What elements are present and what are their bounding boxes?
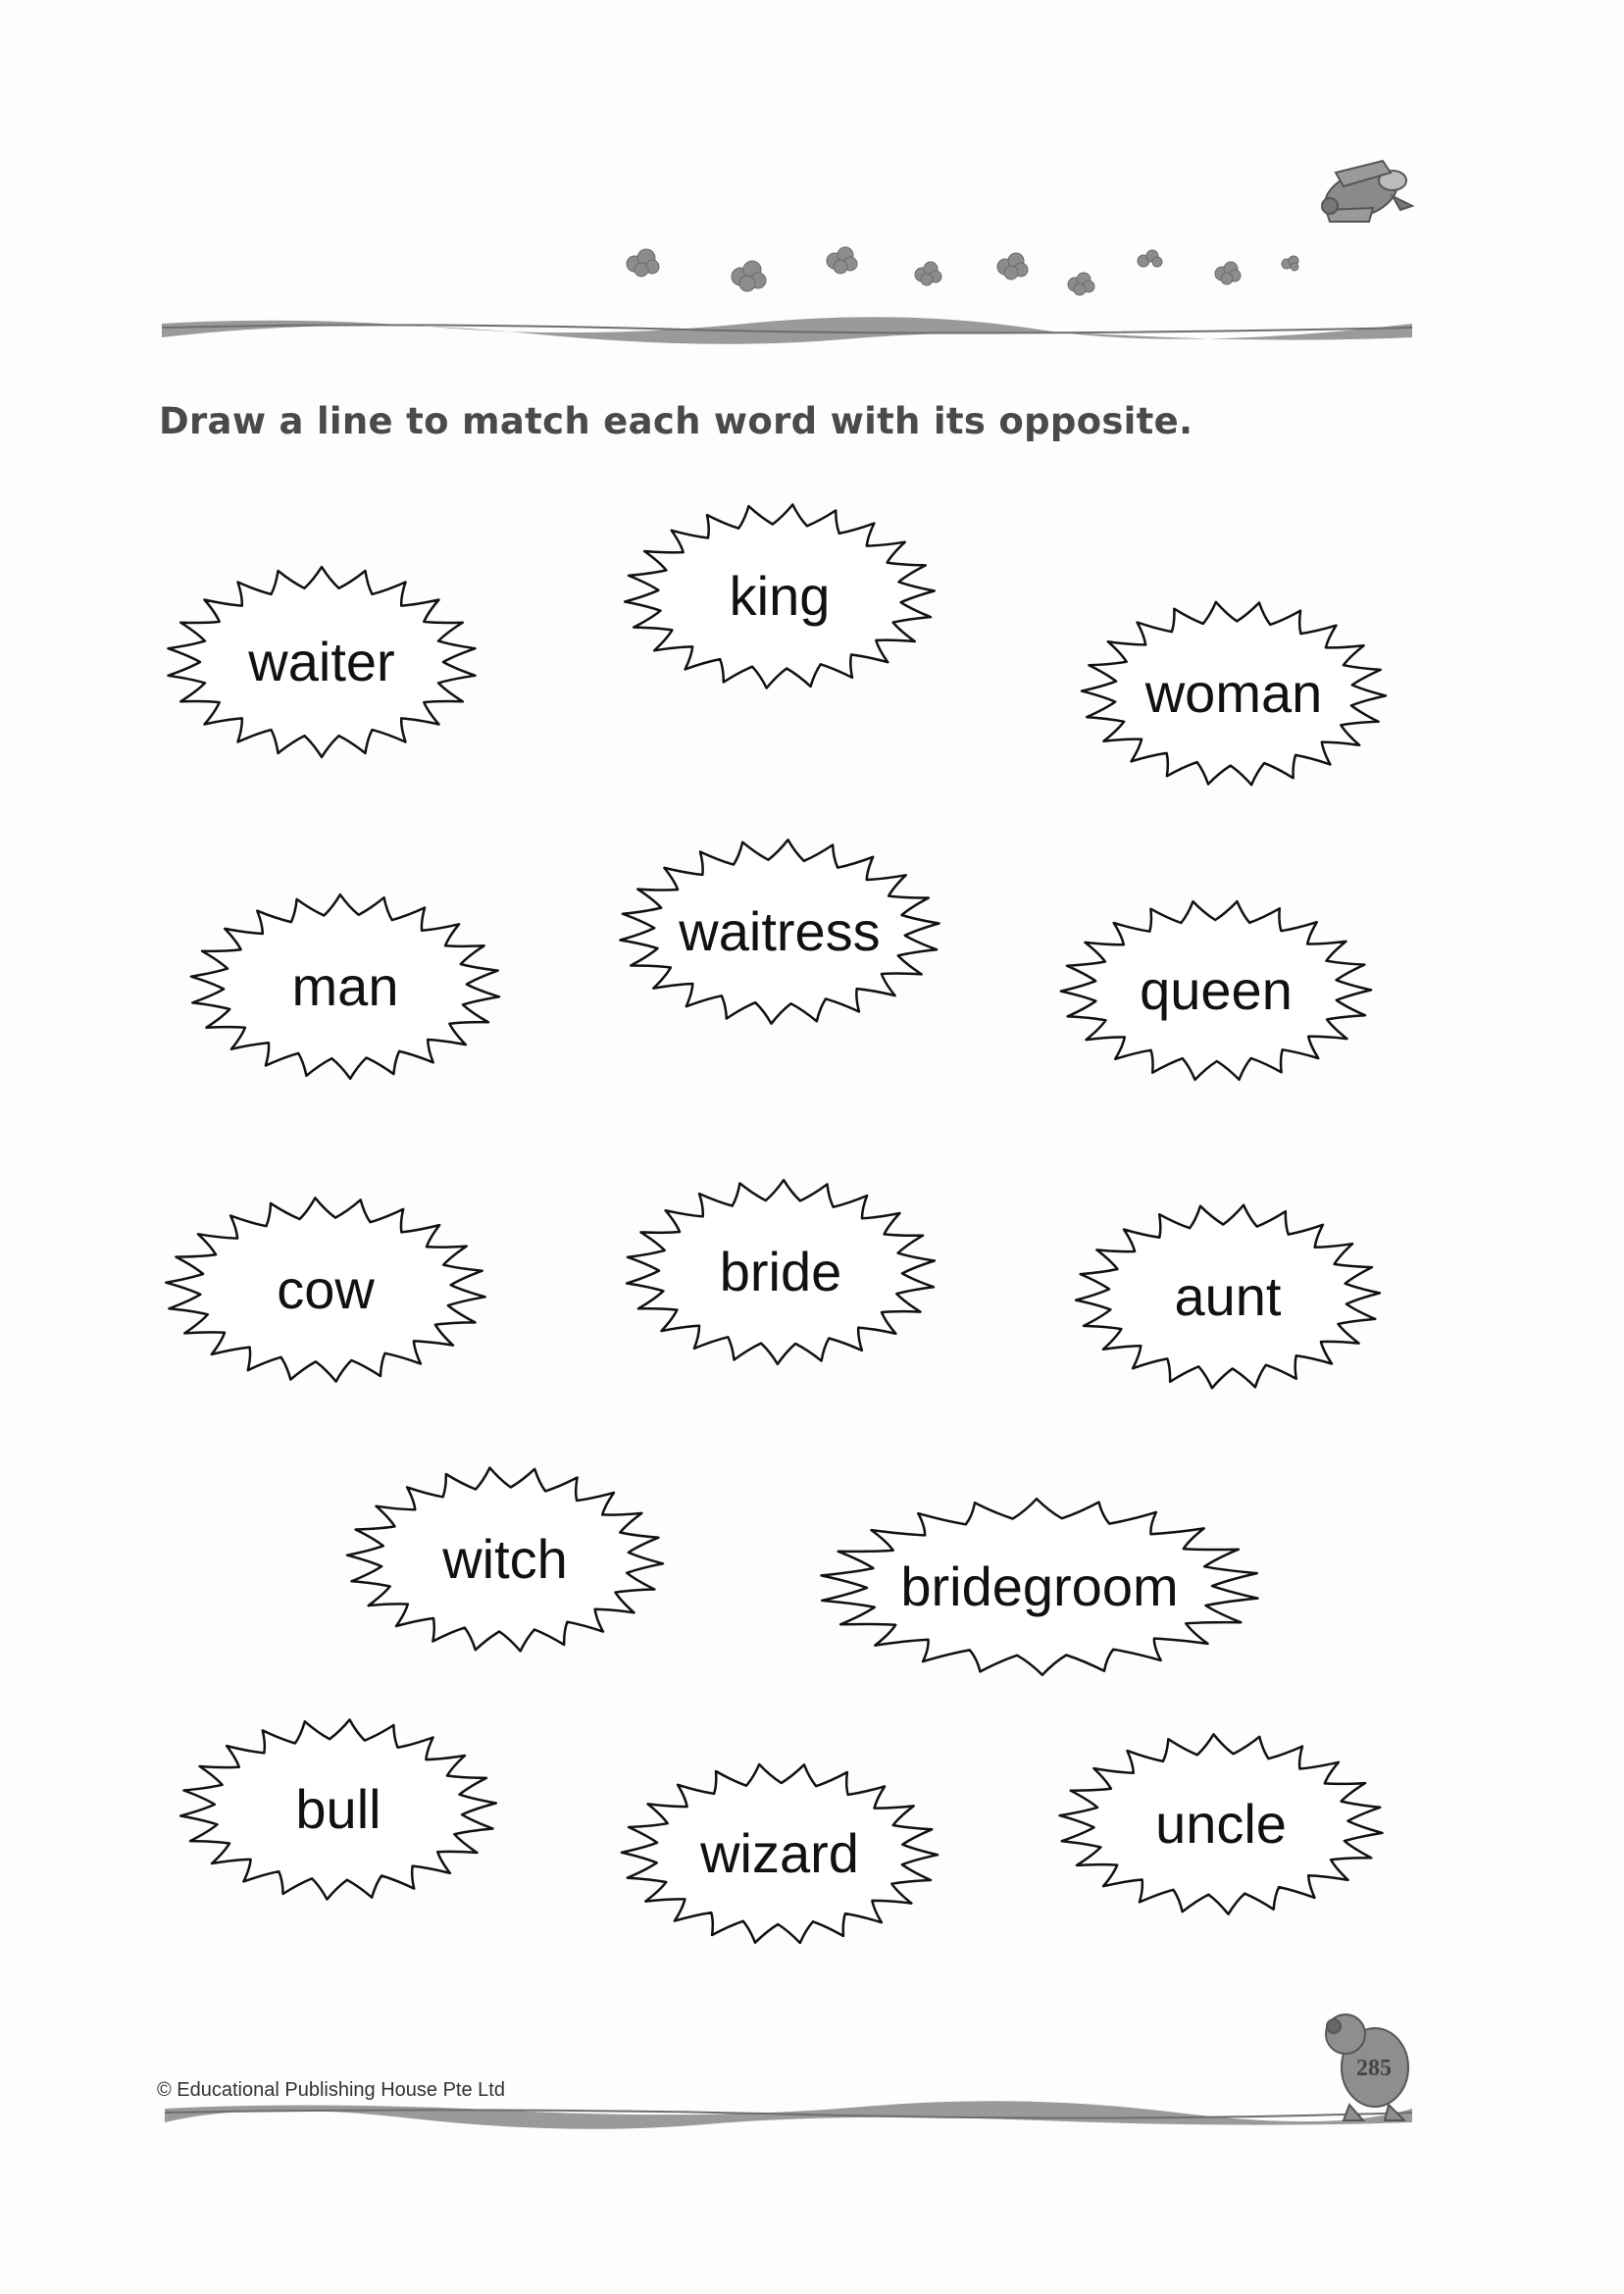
word-label: cow xyxy=(277,1258,375,1320)
word-burst-wizard[interactable] xyxy=(622,1764,938,1943)
word-burst-man[interactable] xyxy=(191,894,499,1079)
word-label: uncle xyxy=(1155,1793,1287,1855)
word-burst-cow[interactable] xyxy=(166,1198,484,1381)
word-bursts xyxy=(166,505,1386,1944)
word-burst-woman[interactable] xyxy=(1082,602,1386,785)
word-burst-aunt[interactable] xyxy=(1076,1205,1380,1389)
word-label: bride xyxy=(719,1241,842,1302)
bottom-divider xyxy=(165,2101,1412,2129)
word-burst-witch[interactable] xyxy=(347,1468,663,1652)
word-label: king xyxy=(729,565,831,627)
cloud-trail-icons xyxy=(627,247,1298,295)
word-label: woman xyxy=(1144,662,1323,724)
page-number: 285 xyxy=(1356,2056,1392,2081)
word-burst-bridegroom[interactable] xyxy=(822,1499,1258,1675)
copyright-text: © Educational Publishing House Pte Ltd xyxy=(157,2079,505,2101)
word-label: wizard xyxy=(700,1822,859,1884)
word-label: waiter xyxy=(248,631,395,692)
word-burst-bride[interactable] xyxy=(627,1180,935,1364)
word-label: man xyxy=(291,955,399,1017)
word-burst-queen[interactable] xyxy=(1061,901,1371,1080)
word-burst-bull[interactable] xyxy=(180,1719,496,1899)
word-burst-king[interactable] xyxy=(625,505,935,688)
word-label: queen xyxy=(1140,959,1293,1021)
instruction-text: Draw a line to match each word with its opposite. xyxy=(159,400,1193,442)
word-label: waitress xyxy=(679,900,881,962)
word-burst-uncle[interactable] xyxy=(1060,1734,1383,1913)
word-burst-waiter[interactable] xyxy=(169,567,476,757)
word-label: witch xyxy=(442,1528,568,1590)
top-divider xyxy=(162,317,1412,344)
word-burst-waitress[interactable] xyxy=(621,840,939,1023)
word-label: aunt xyxy=(1174,1265,1282,1327)
word-label: bull xyxy=(295,1778,381,1840)
word-label: bridegroom xyxy=(900,1555,1179,1617)
airplane-icon xyxy=(1319,161,1412,228)
